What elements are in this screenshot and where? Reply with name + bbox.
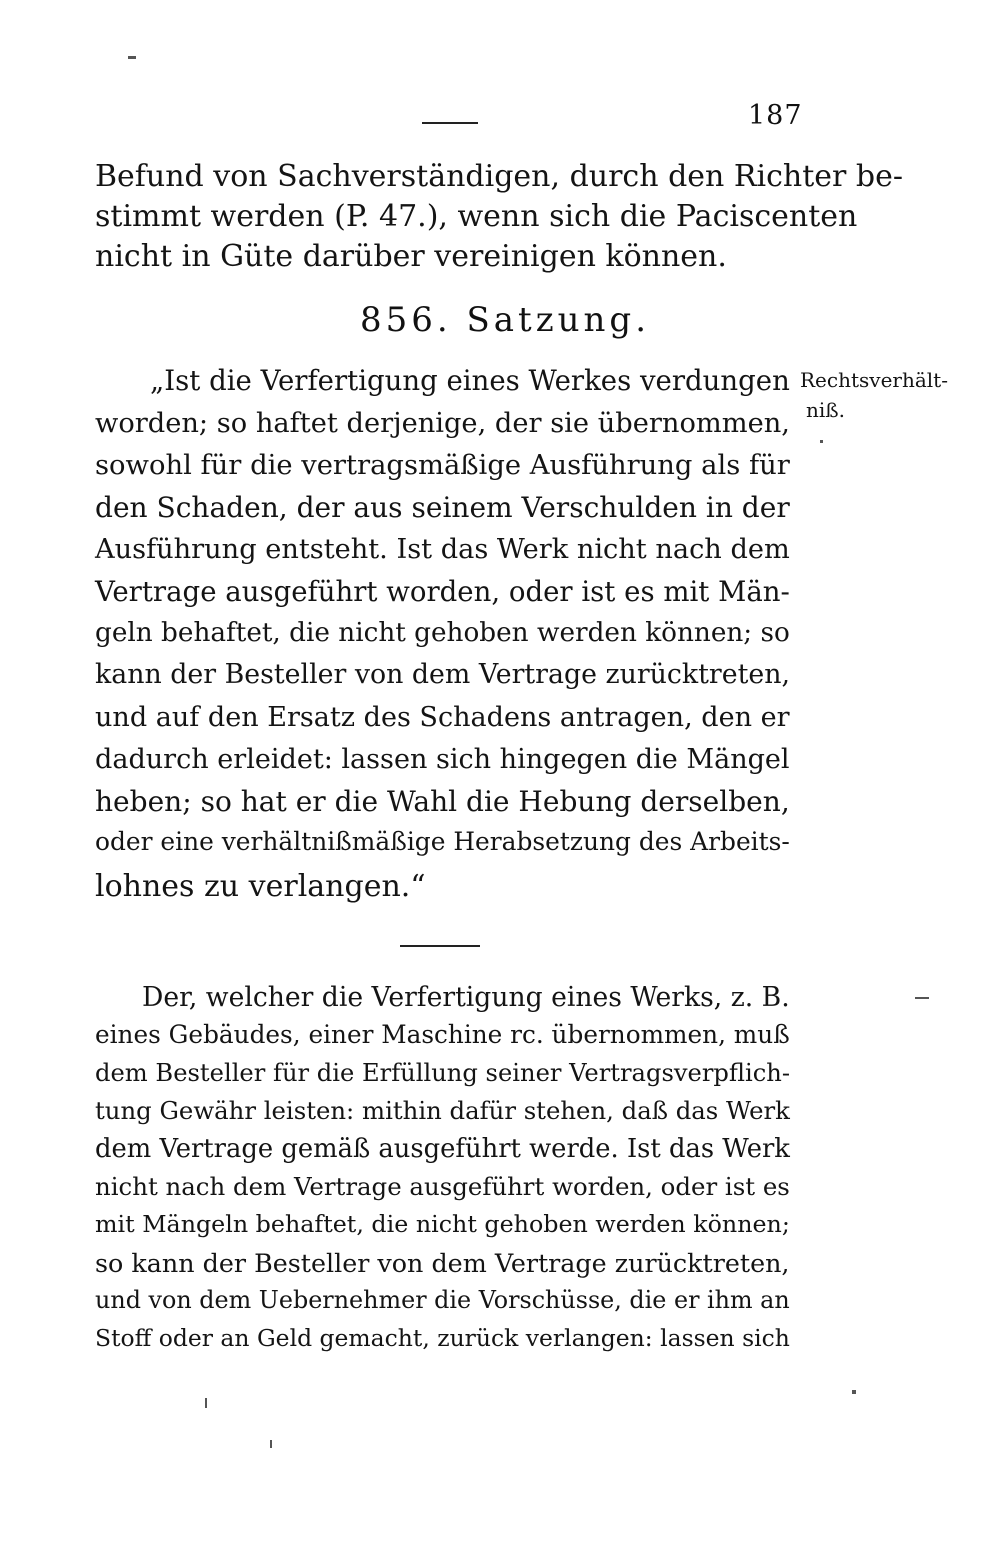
- print-speck: [128, 56, 136, 59]
- text-line: Der, welcher die Verfertigung eines Werks, z. B.: [142, 982, 790, 1013]
- text-line: kann der Besteller von dem Vertrage zurücktreten,: [95, 659, 791, 690]
- text-line: Ausführung entsteht. Ist das Werk nicht nach dem: [95, 534, 790, 565]
- text-line: oder eine verhältnißmäßige Herabsetzung des Arbeits-: [95, 827, 790, 856]
- page-number: 187: [748, 100, 803, 131]
- text-line: „Ist die Verfertigung eines Werkes verdungen: [150, 365, 790, 397]
- print-speck: [820, 440, 823, 443]
- print-speck: [852, 1390, 856, 1394]
- text-line: geln behaftet, die nicht gehoben werden können; so: [95, 618, 790, 648]
- header-rule: [422, 122, 478, 124]
- text-line: so kann der Besteller von dem Vertrage zurücktreten,: [95, 1248, 790, 1278]
- print-speck: [205, 1398, 207, 1408]
- text-line: worden; so haftet derjenige, der sie übernommen,: [95, 408, 790, 439]
- text-line: sowohl für die vertragsmäßige Ausführung als für: [95, 450, 790, 481]
- text-line: den Schaden, der aus seinem Verschulden in der: [95, 491, 790, 524]
- section-heading: 856. Satzung.: [359, 300, 651, 340]
- text-line: eines Gebäudes, einer Maschine rc. übernommen, muß: [95, 1020, 790, 1049]
- section-divider: [400, 945, 480, 947]
- text-line: dadurch erleidet: lassen sich hingegen die Mängel: [95, 744, 790, 775]
- print-speck: [915, 997, 929, 999]
- text-line: dem Besteller für die Erfüllung seiner Vertragsverpflich-: [95, 1059, 791, 1087]
- margin-note-line: Rechtsverhält-: [800, 368, 948, 392]
- text-line: nicht in Güte darüber vereinigen können.: [95, 239, 727, 274]
- margin-note-line: niß.: [806, 398, 845, 422]
- text-line: heben; so hat er die Wahl die Hebung derselben,: [95, 785, 790, 818]
- text-line: Befund von Sachverständigen, durch den Richter be-: [95, 159, 903, 194]
- text-line: lohnes zu verlangen.“: [95, 869, 426, 904]
- print-speck: [270, 1440, 272, 1448]
- text-line: Stoff oder an Geld gemacht, zurück verlangen: lassen sich: [95, 1324, 790, 1352]
- text-line: tung Gewähr leisten: mithin dafür stehen, daß das Werk: [95, 1096, 790, 1125]
- text-line: und von dem Uebernehmer die Vorschüsse, die er ihm an: [95, 1286, 790, 1314]
- text-line: Vertrage ausgeführt worden, oder ist es mit Män-: [95, 575, 790, 608]
- text-line: nicht nach dem Vertrage ausgeführt worden, oder ist es: [95, 1172, 790, 1201]
- text-line: stimmt werden (P. 47.), wenn sich die Paciscenten: [95, 199, 858, 234]
- text-line: dem Vertrage gemäß ausgeführt werde. Ist das Werk: [95, 1134, 790, 1164]
- text-line: mit Mängeln behaftet, die nicht gehoben werden können;: [95, 1210, 790, 1238]
- text-line: und auf den Ersatz des Schadens antragen, den er: [95, 702, 790, 733]
